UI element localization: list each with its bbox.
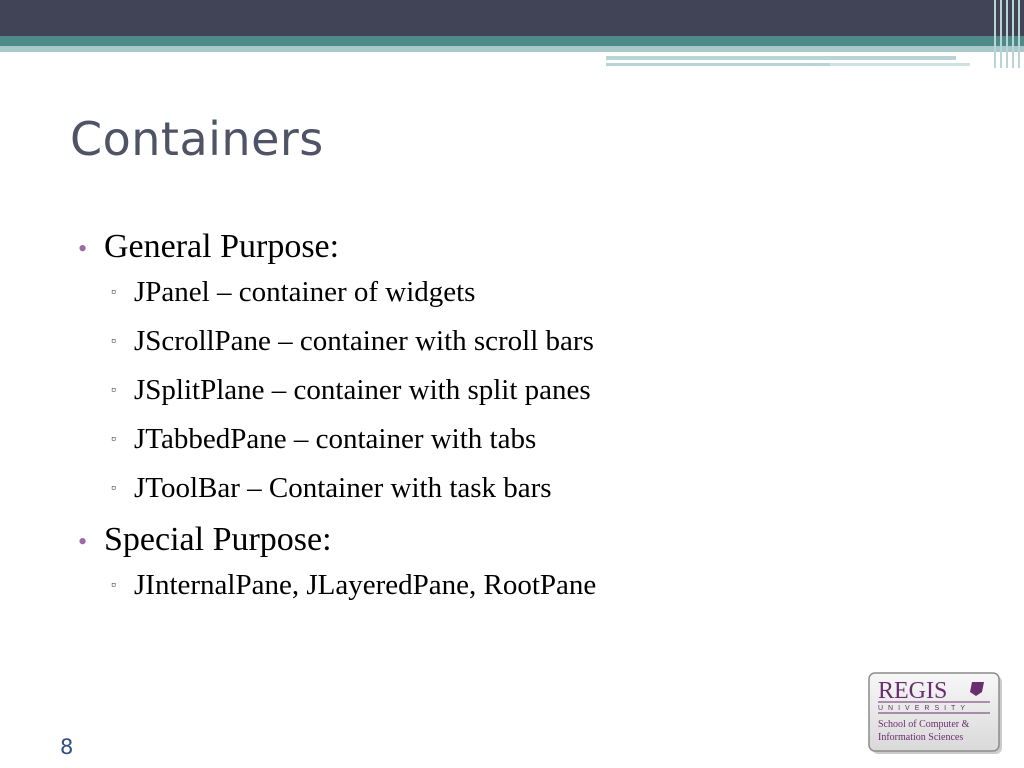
bullet-item-special-purpose [78,521,978,569]
sub-bullet-text: JScrollPane – container with scroll bars [134,325,594,357]
bullet-list [78,228,978,618]
sub-bullet-square-icon: ▫ [111,481,116,496]
header-banner [0,0,1024,36]
header-accent-line [830,63,970,66]
bullet-dot-icon: • [78,527,88,556]
header-stripe-teal [0,36,1024,46]
bullet-text: General Purpose: [104,228,340,265]
sub-bullet-jscrollpane [111,325,978,374]
sub-bullet-square-icon: ▫ [111,578,116,593]
sub-bullet-jsplitplane [111,374,978,423]
sub-bullet-special-panes [111,569,978,618]
slide-title: Containers [70,112,324,166]
bullet-item-general-purpose [78,228,978,276]
sub-bullet-square-icon: ▫ [111,383,116,398]
regis-university-logo [868,672,1008,758]
sub-bullet-text: JInternalPane, JLayeredPane, RootPane [134,569,597,601]
sub-bullet-jtabbedpane [111,423,978,472]
sub-bullet-text: JPanel – container of widgets [134,276,476,308]
sub-bullet-jpanel [111,276,978,325]
page-number: 8 [60,735,74,759]
sub-bullet-text: JTabbedPane – container with tabs [134,423,537,455]
bullet-dot-icon: • [78,234,88,263]
header-stripe-light [0,46,1024,52]
logo-line-1: School of Computer & [878,719,970,730]
sub-bullet-text: JToolBar – Container with task bars [134,472,552,504]
sub-bullet-text: JSplitPlane – container with split panes [134,374,591,406]
logo-name: REGIS [878,678,948,704]
sub-bullet-square-icon: ▫ [111,334,116,349]
sub-bullet-square-icon: ▫ [111,432,116,447]
sub-bullet-jtoolbar [111,472,978,521]
logo-sub: UNIVERSITY [878,705,971,712]
header-accent-line [606,63,831,66]
bullet-text: Special Purpose: [104,521,332,558]
header-accent-line [606,56,956,60]
sub-bullet-square-icon: ▫ [111,285,116,300]
header-vertical-lines [990,0,1024,68]
logo-line-2: Information Sciences [878,732,964,743]
